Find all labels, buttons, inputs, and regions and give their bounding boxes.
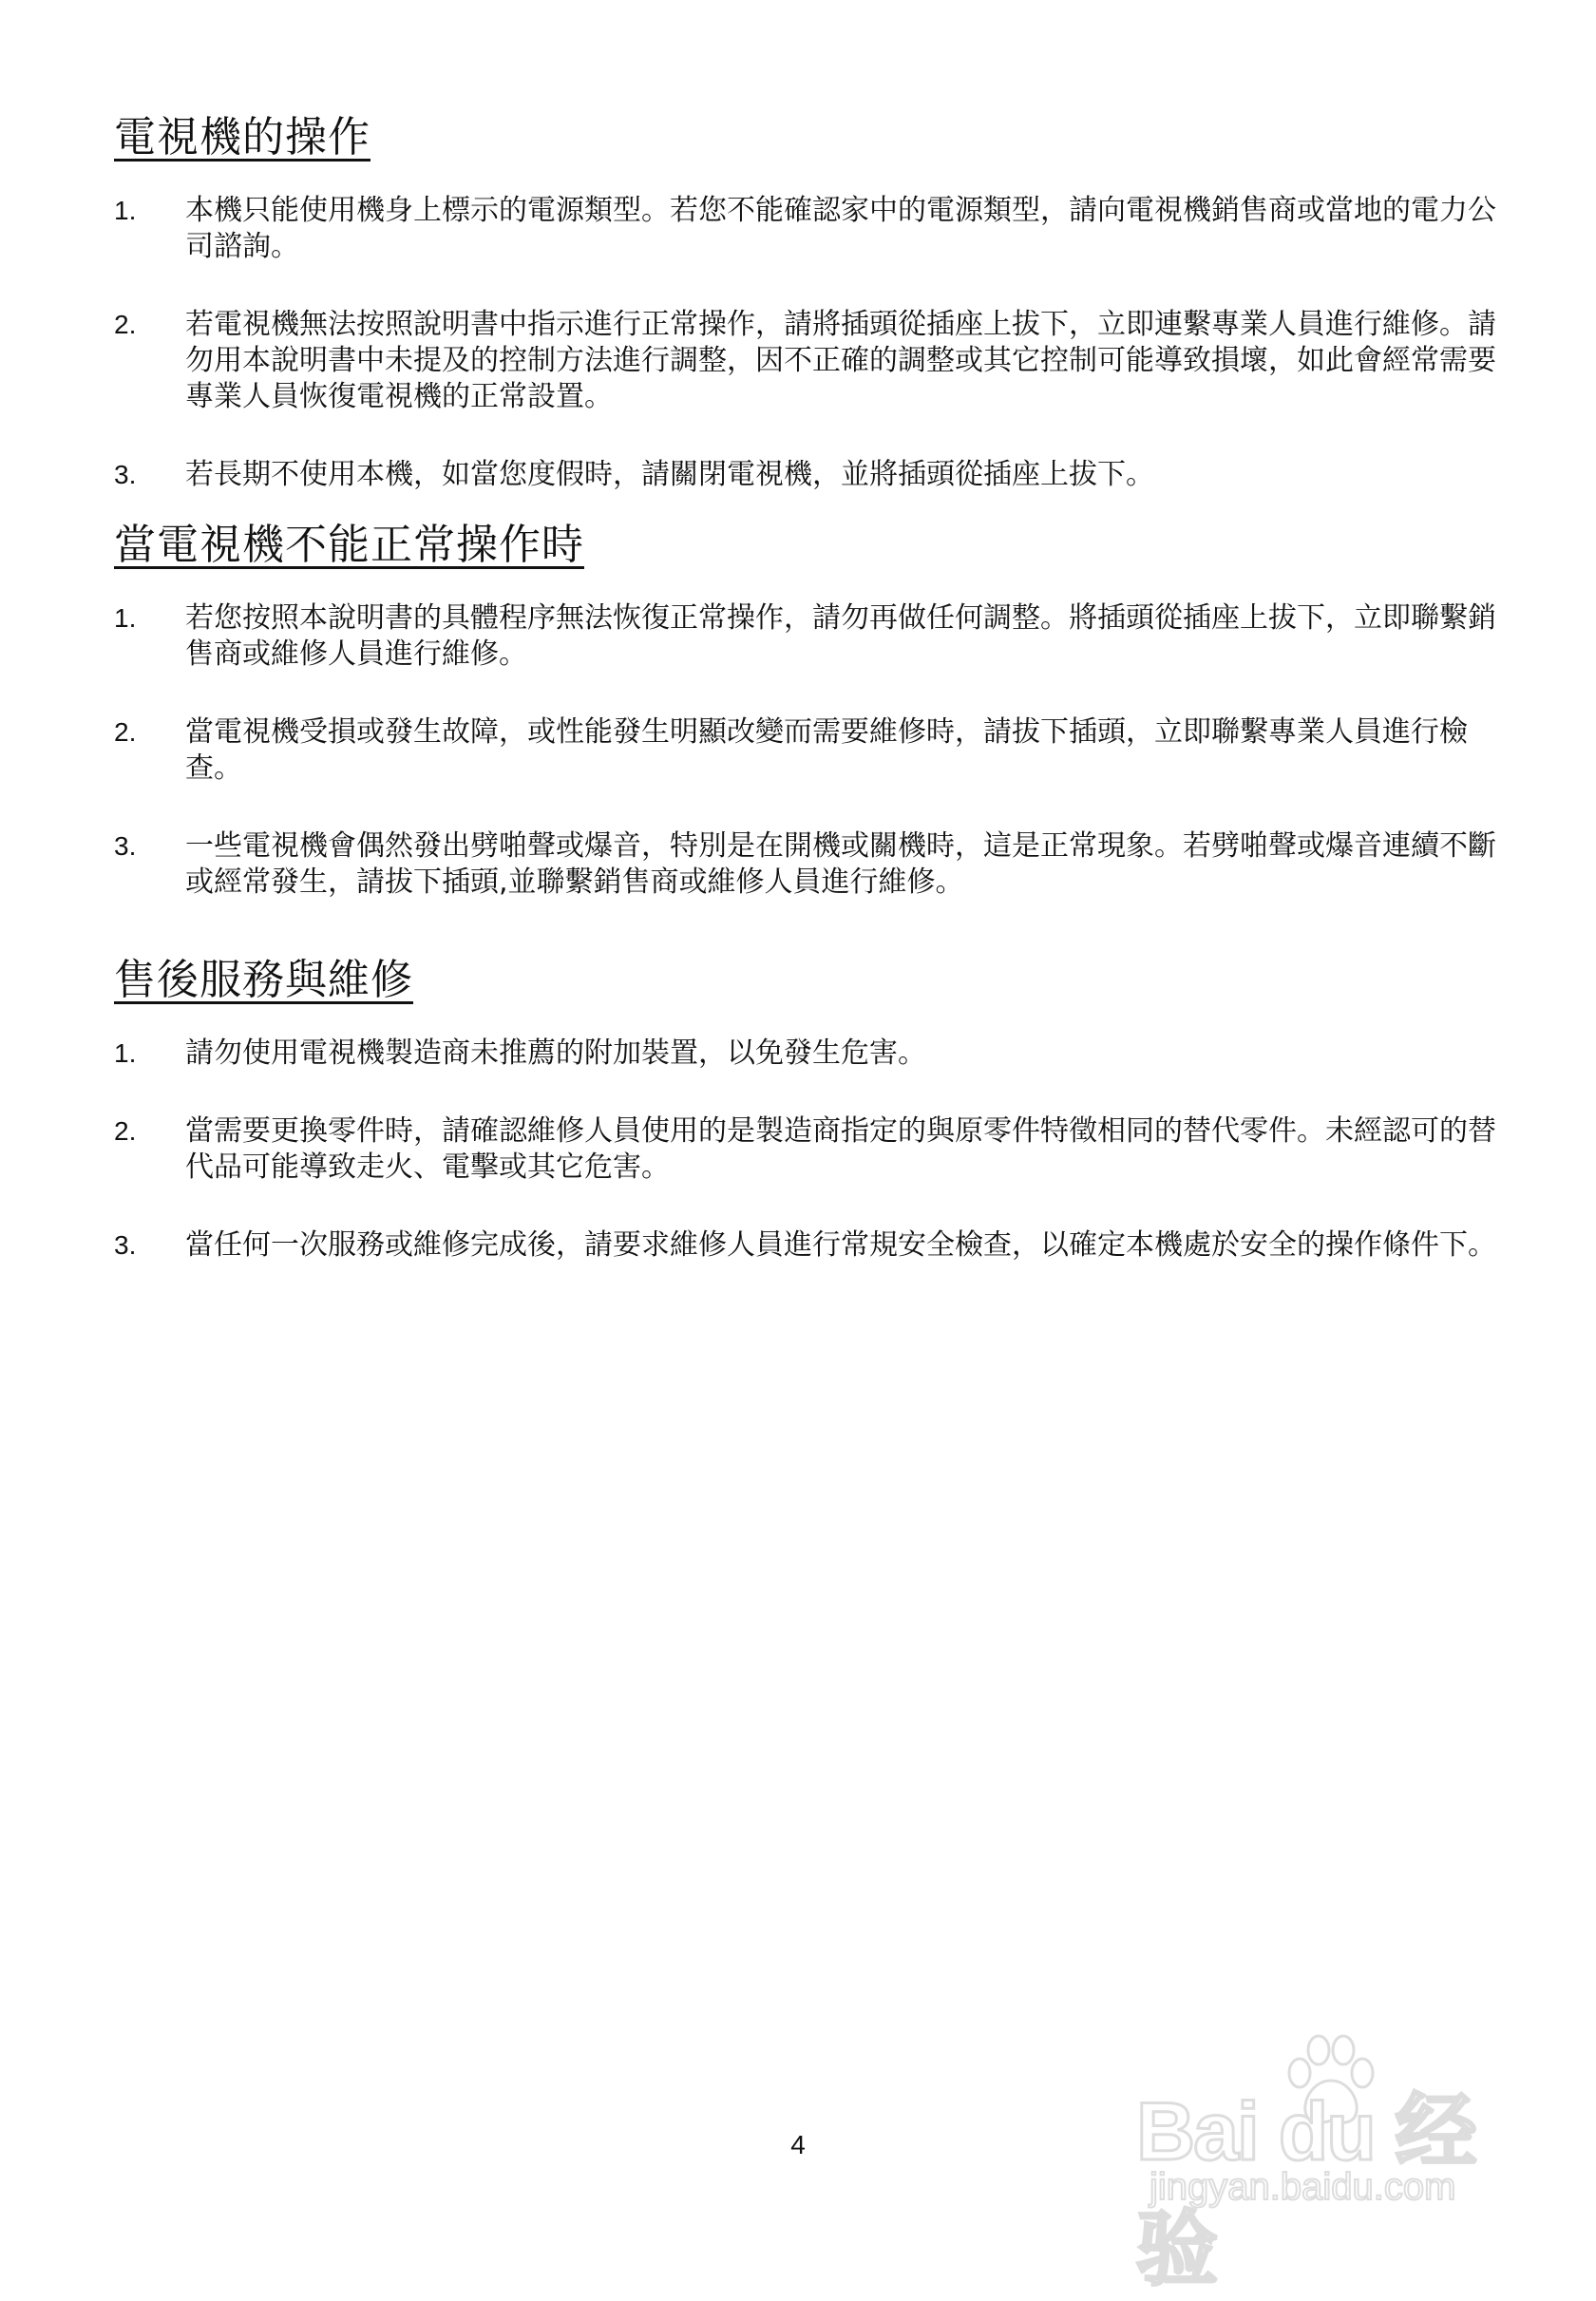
item-number: 3. bbox=[114, 1230, 137, 1260]
watermark-url: jingyan.baidu.com bbox=[1150, 2166, 1456, 2208]
item-text: 當任何一次服務或維修完成後，請要求維修人員進行常規安全檢查，以確定本機處於安全的操作條件下。 bbox=[185, 1228, 1496, 1262]
item-number: 1. bbox=[114, 196, 137, 225]
section-abnormal-operation bbox=[114, 519, 1501, 901]
list-item bbox=[114, 193, 1506, 265]
item-text: 當電視機受損或發生故障，或性能發生明顯改變而需要維修時，請拔下插頭，立即聯繫專業人員進行檢查。 bbox=[185, 715, 1468, 785]
item-number: 3. bbox=[114, 831, 137, 861]
item-number: 2. bbox=[114, 310, 137, 339]
item-number: 1. bbox=[114, 1038, 137, 1068]
item-text: 若長期不使用本機，如當您度假時，請關閉電視機，並將插頭從插座上拔下。 bbox=[185, 458, 1154, 491]
section-title: 售後服務與維修 bbox=[114, 956, 413, 1004]
list-item bbox=[114, 1113, 1506, 1186]
watermark-logo-text: Bai du 经验 bbox=[1136, 2086, 1475, 2295]
page-number: 4 bbox=[790, 2130, 806, 2159]
list-item bbox=[114, 307, 1506, 415]
item-text: 若您按照本說明書的具體程序無法恢復正常操作，請勿再做任何調整。將插頭從插座上拔下，立即聯繫銷售商或維修人員進行維修。 bbox=[185, 601, 1496, 671]
section-tv-operation bbox=[114, 111, 1501, 493]
list-item bbox=[114, 828, 1506, 901]
list-item bbox=[114, 1036, 1506, 1072]
item-number: 1. bbox=[114, 603, 137, 633]
section-title: 當電視機不能正常操作時 bbox=[114, 521, 584, 569]
item-text: 當需要更換零件時，請確認維修人員使用的是製造商指定的與原零件特徵相同的替代零件。未經認可的替代品可能導致走火、電擊或其它危害。 bbox=[185, 1114, 1496, 1184]
item-text: 若電視機無法按照說明書中指示進行正常操作，請將插頭從插座上拔下，立即連繫專業人員進行維修。請勿用本說明書中未提及的控制方法進行調整，因不正確的調整或其它控制可能導致損壞，如此會經常需要專業人員恢復電視機的正常設置。 bbox=[185, 308, 1496, 413]
list-item bbox=[114, 600, 1506, 673]
item-text: 一些電視機會偶然發出劈啪聲或爆音，特別是在開機或關機時，這是正常現象。若劈啪聲或爆音連續不斷或經常發生，請拔下插頭,並聯繫銷售商或維修人員進行維修。 bbox=[185, 829, 1496, 899]
list-item bbox=[114, 1227, 1506, 1264]
section-title: 電視機的操作 bbox=[114, 113, 370, 162]
item-number: 2. bbox=[114, 717, 137, 747]
baidu-watermark bbox=[1136, 2031, 1516, 2295]
item-number: 2. bbox=[114, 1116, 137, 1146]
item-number: 3. bbox=[114, 460, 137, 489]
section-service-repair bbox=[114, 954, 1501, 1264]
item-text: 請勿使用電視機製造商未推薦的附加裝置，以免發生危害。 bbox=[185, 1036, 926, 1070]
list-item bbox=[114, 714, 1506, 787]
item-text: 本機只能使用機身上標示的電源類型。若您不能確認家中的電源類型，請向電視機銷售商或當地的電力公司諮詢。 bbox=[185, 194, 1496, 263]
list-item bbox=[114, 457, 1506, 493]
